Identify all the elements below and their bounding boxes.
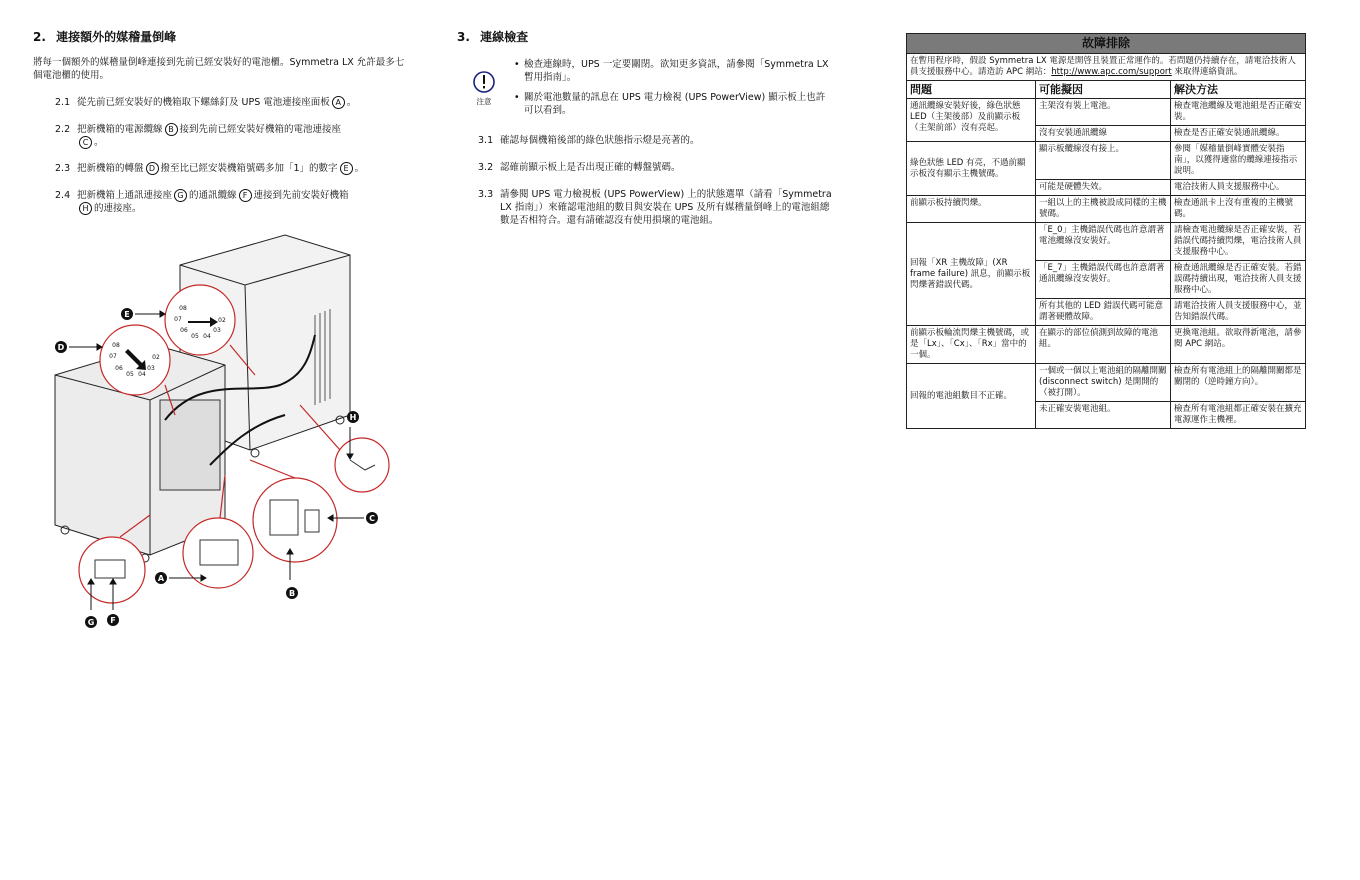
dial-label: 07 — [174, 316, 182, 323]
callout-h — [347, 411, 359, 423]
solution-cell: 檢查是否正確安裝通訊纜線。 — [1171, 126, 1306, 142]
step-text-d: 的連接座。 — [94, 203, 142, 214]
bullet-dot: • — [514, 92, 520, 103]
cause-cell: 在顯示的部位偵測到故障的電池組。 — [1036, 326, 1171, 364]
bullet-text: 關於電池數量的訊息在 UPS 電力檢視 (UPS PowerView) 顯示板上也許可以看到。 — [524, 92, 826, 116]
callout-letter: B — [288, 589, 296, 598]
callout-mark: C — [79, 136, 92, 149]
table-row — [907, 142, 1306, 180]
solution-cell: 電洽技術人員支援服務中心。 — [1171, 180, 1306, 196]
callout-b — [286, 587, 298, 599]
warning-exclamation-icon — [472, 70, 496, 94]
step-text — [77, 123, 397, 149]
cause-cell: 一組以上的主機被設成同樣的主機號碼。 — [1036, 196, 1171, 223]
callout-letter: G — [87, 618, 95, 627]
step-text-a: 從先前已經安裝好的機箱取下螺絲釘及 UPS 電池連接座面板 — [77, 97, 330, 108]
callout-letter: E — [124, 310, 130, 319]
table-row — [907, 326, 1306, 364]
problem-cell: 前顯示板持續閃爍。 — [907, 196, 1036, 223]
step-text: 確認每個機箱後部的綠色狀態指示燈是亮著的。 — [500, 135, 700, 146]
dial-label: 04 — [203, 333, 211, 340]
dial-label: 07 — [109, 353, 117, 360]
dial-label: 02 — [152, 354, 160, 361]
step-number: 3.1 — [478, 135, 494, 146]
column-header-cause: 可能擬因 — [1036, 81, 1171, 99]
cause-cell: 主架沒有裝上電池。 — [1036, 99, 1171, 126]
troubleshooting-intro — [907, 54, 1306, 81]
callout-letter: A — [157, 574, 165, 583]
step-text: 請參閱 UPS 電力檢視板 (UPS PowerView) 上的狀態選單（請看「Symmetra LX 指南」）來確認電池組的數目與安裝在 UPS 及所有媒稽量倒峰上的電池組總數是否相符合。還有請確認沒有使用損壞的電池組。 — [500, 189, 832, 226]
step-text — [77, 96, 356, 109]
cause-cell: 「E_0」主機錯誤代碼也許意謂著電池纜線沒安裝好。 — [1036, 223, 1171, 261]
section3-number: 3. — [457, 30, 470, 44]
solution-cell: 檢查所有電池組上的隔離開關都是關閉的（逆時鐘方向）。 — [1171, 364, 1306, 402]
step-text-b: 的通訊纜線 — [189, 190, 237, 201]
note-block — [470, 70, 498, 107]
troubleshooting-title: 故障排除 — [907, 34, 1306, 54]
column-header-solution: 解決方法 — [1171, 81, 1306, 99]
battery-frame-illustration — [50, 225, 450, 635]
detail-circle-h — [335, 438, 389, 492]
step-2-2 — [55, 123, 415, 151]
step-text-b: 撥至比已經安裝機箱號碼多加「1」的數字 — [160, 163, 338, 174]
section2-number: 2. — [33, 30, 46, 44]
callout-g — [85, 616, 97, 628]
note-bullet — [514, 91, 834, 119]
note-bullet — [514, 58, 829, 86]
callout-e — [121, 308, 133, 320]
dial-label: 05 — [191, 333, 199, 340]
callout-mark: G — [174, 189, 187, 202]
solution-cell: 檢查通訊卡上沒有重複的主機號碼。 — [1171, 196, 1306, 223]
apc-support-link[interactable]: http://www.apc.com/support — [1051, 67, 1172, 77]
solution-cell: 檢查通訊纜線是否正確安裝。若錯誤碼持續出現，電洽技術人員支援服務中心。 — [1171, 261, 1306, 299]
bullet-dot: • — [514, 59, 520, 70]
callout-c — [366, 512, 378, 524]
step-text-c: 。 — [354, 163, 365, 174]
callout-mark: H — [79, 202, 92, 215]
table-row — [907, 99, 1306, 126]
solution-cell: 檢查所有電池組都正確安裝在擴充電源運作主機裡。 — [1171, 402, 1306, 429]
dial-label: 06 — [180, 327, 188, 334]
section2-intro: 將每一個額外的媒稽量倒峰連接到先前已經安裝好的電池櫃。Symmetra LX 允許最多七個電池櫃的使用。 — [33, 57, 405, 81]
step-number: 2.1 — [55, 97, 71, 108]
dial-label: 02 — [218, 317, 226, 324]
step-text-c: 。 — [94, 137, 104, 148]
dial-label: 03 — [147, 365, 155, 372]
section2-title: 連接額外的媒稽量倒峰 — [56, 30, 177, 44]
step-text — [77, 162, 417, 175]
problem-cell: 前顯示板輪流閃爍主機號碼，或是「Lx」、「Cx」、「Rx」當中的一個。 — [907, 326, 1036, 364]
dial-label: 03 — [213, 327, 221, 334]
problem-cell: 綠色狀態 LED 有亮，不過前顯示板沒有顯示主機號碼。 — [907, 142, 1036, 196]
step-number: 3.3 — [478, 189, 494, 200]
callout-a — [155, 572, 167, 584]
step-number: 3.2 — [478, 162, 494, 173]
solution-cell: 更換電池組。欲取得新電池，請參閱 APC 網站。 — [1171, 326, 1306, 364]
cause-cell: 一個或一個以上電池組的隔離開關 (disconnect switch) 是開開的（被打開）。 — [1036, 364, 1171, 402]
callout-d — [55, 341, 67, 353]
intro-text: 在暫用程序時，假設 Symmetra LX 電源是開啓且裝置正常運作的。若問題仍持續存在，請電洽技術人員支援服務中心。請造訪 APC 網站： — [910, 56, 1296, 77]
problem-cell: 回報「XR 主機故障」(XR frame failure) 訊息，前顯示板閃爍著錯誤代碼。 — [907, 223, 1036, 326]
step-text: 認確前顯示板上是否出現正確的轉盤號碼。 — [500, 162, 681, 173]
table-row — [907, 196, 1306, 223]
section3-title: 連線檢查 — [480, 30, 529, 44]
callout-mark: D — [146, 162, 159, 175]
solution-cell: 參閱「媒稽量倒峰實體安裝指南」，以獲得適當的纜線連接指示說明。 — [1171, 142, 1306, 180]
dial-label: 08 — [179, 305, 187, 312]
detail-circle-bc — [253, 478, 337, 562]
callout-letter: F — [110, 616, 116, 625]
intro-tail: 來取得連絡資訊。 — [1171, 67, 1243, 77]
dial-label: 05 — [126, 371, 134, 378]
troubleshooting-table — [906, 33, 1306, 429]
callout-letter: H — [349, 413, 357, 422]
callout-mark: E — [340, 162, 353, 175]
cause-cell: 所有其他的 LED 錯誤代碼可能意謂著硬體故障。 — [1036, 299, 1171, 326]
step-number: 2.2 — [55, 124, 71, 135]
table-row — [907, 364, 1306, 402]
dial-label: 06 — [115, 365, 123, 372]
callout-mark: F — [239, 189, 252, 202]
callout-letter: C — [369, 514, 375, 523]
step-number: 2.4 — [55, 190, 71, 201]
section2-heading — [33, 28, 176, 45]
detail-circle-fg — [79, 537, 145, 603]
callout-mark: B — [165, 123, 178, 136]
column-header-problem: 問題 — [907, 81, 1036, 99]
step-text-a: 把新機箱的電源纜線 — [77, 124, 163, 135]
cause-cell: 可能是硬體失效。 — [1036, 180, 1171, 196]
step-text-c: 連接到先前安裝好機箱 — [253, 190, 349, 201]
callout-f — [107, 614, 119, 626]
callout-mark: A — [332, 96, 345, 109]
step-2-4 — [55, 189, 415, 217]
solution-cell: 請電洽技術人員支援服務中心，並告知錯誤代碼。 — [1171, 299, 1306, 326]
solution-cell: 檢查電池纜線及電池組是否正確安裝。 — [1171, 99, 1306, 126]
dial-label: 04 — [138, 371, 146, 378]
cause-cell: 顯示板纜線沒有接上。 — [1036, 142, 1171, 180]
cause-cell: 未正確安裝電池組。 — [1036, 402, 1171, 429]
step-text-b: 接到先前已經安裝好機箱的電池連接座 — [179, 124, 342, 135]
step-text — [77, 189, 407, 215]
note-label: 注意 — [476, 97, 492, 106]
bullet-text: 檢查連線時，UPS 一定要關閉。欲知更多資訊，請參閱「Symmetra LX 暫用指南」。 — [524, 59, 829, 83]
callout-letter: D — [57, 343, 65, 352]
solution-cell: 請檢查電池纜線是否正確安裝，若錯誤代碼持續閃爍，電洽技術人員支援服務中心。 — [1171, 223, 1306, 261]
step-text-b: 。 — [346, 97, 357, 108]
step-number: 2.3 — [55, 163, 71, 174]
problem-cell: 回報的電池組數目不正確。 — [907, 364, 1036, 429]
table-row — [907, 223, 1306, 261]
step-text-a: 把新機箱的轉盤 — [77, 163, 144, 174]
cause-cell: 「E_7」主機錯誤代碼也許意謂著通訊纜線沒安裝好。 — [1036, 261, 1171, 299]
section3-heading — [457, 28, 528, 45]
problem-cell: 通訊纜線安裝好後，綠色狀態 LED（主架後部）及前顯示板（主架前部）沒有亮起。 — [907, 99, 1036, 142]
step-text-a: 把新機箱上通訊連接座 — [77, 190, 173, 201]
cause-cell: 沒有安裝通訊纜線 — [1036, 126, 1171, 142]
dial-label: 08 — [112, 342, 120, 349]
